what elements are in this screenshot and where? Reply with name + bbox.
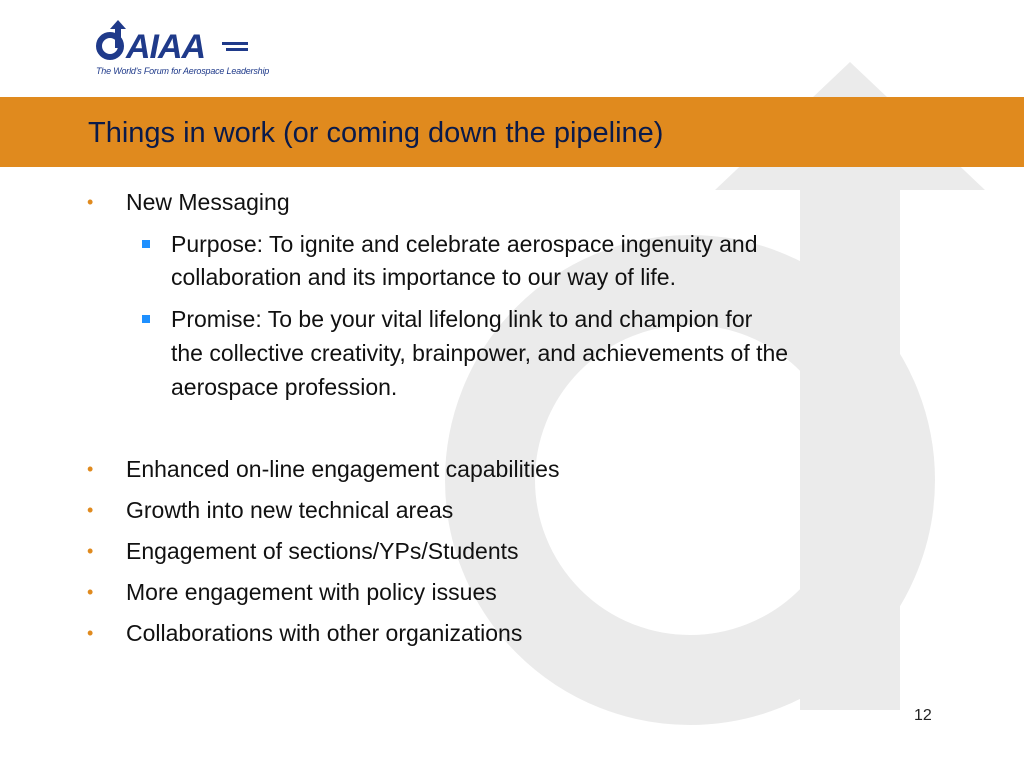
sub-bullet-line: the collective creativity, brainpower, and achievements of the bbox=[171, 340, 789, 366]
aiaa-logo-mark bbox=[96, 20, 256, 64]
bullet-item: More engagement with policy issues bbox=[126, 579, 497, 605]
logo-tagline: The World's Forum for Aerospace Leadership bbox=[96, 66, 270, 76]
bullet-marker: • bbox=[87, 192, 94, 212]
bullet-item: Growth into new technical areas bbox=[126, 497, 454, 523]
aiaa-logo bbox=[96, 20, 270, 82]
sub-bullet-line: Promise: To be your vital lifelong link to and champion for bbox=[171, 306, 753, 332]
sub-bullet-line: collaboration and its importance to our way of life. bbox=[171, 264, 676, 290]
bullet-marker: • bbox=[87, 582, 94, 602]
sub-bullet-marker bbox=[142, 240, 150, 248]
sub-bullet-marker bbox=[142, 315, 150, 323]
bullet-marker: • bbox=[87, 541, 94, 561]
bullet-marker: • bbox=[87, 500, 94, 520]
bullet-item: Engagement of sections/YPs/Students bbox=[126, 538, 519, 564]
bullet-item: Enhanced on-line engagement capabilities bbox=[126, 456, 560, 482]
page-number: 12 bbox=[914, 707, 932, 724]
sub-bullet-line: Purpose: To ignite and celebrate aerospace ingenuity and bbox=[171, 231, 758, 257]
bullet-marker: • bbox=[87, 623, 94, 643]
slide-title: Things in work (or coming down the pipeline) bbox=[88, 117, 664, 149]
sub-bullet-line: aerospace profession. bbox=[171, 374, 398, 400]
bullet-item: New Messaging bbox=[126, 189, 290, 215]
bullet-marker: • bbox=[87, 459, 94, 479]
bullet-item: Collaborations with other organizations bbox=[126, 620, 523, 646]
logo-wordmark: AIAA bbox=[126, 28, 206, 64]
